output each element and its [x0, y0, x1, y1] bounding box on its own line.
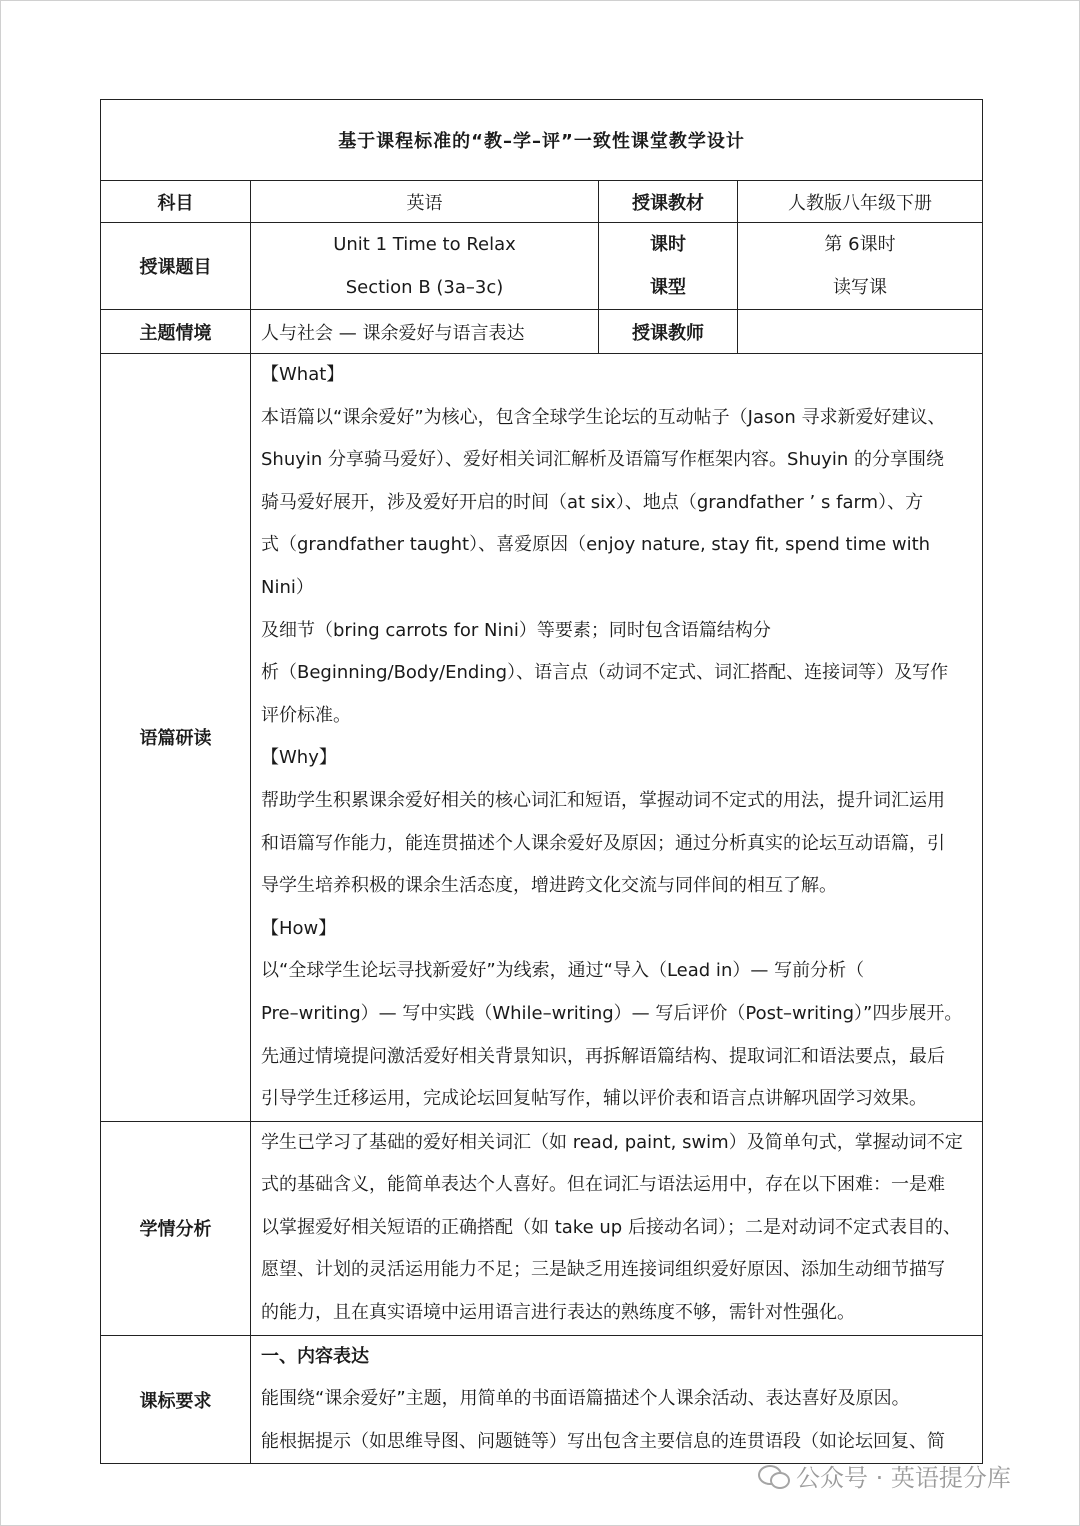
analysis-line: 式（grandfather taught）、喜爱原因（enjoy nature, stay fit, spend time with Nini） — [261, 534, 931, 598]
analysis-line: 导学生培养积极的课余生活态度，增进跨文化交流与同伴间的相互了解。 — [261, 875, 837, 897]
text-analysis-content — [251, 354, 983, 1122]
learner-line: 学生已学习了基础的爱好相关词汇（如 read, paint, swim）及简单句式，掌握动词不定 — [261, 1131, 963, 1153]
theme-label: 主题情境 — [101, 310, 251, 354]
analysis-line: 本语篇以“课余爱好”为核心，包含全球学生论坛的互动帖子（Jason 寻求新爱好建议、 — [261, 406, 946, 428]
learner-line: 以掌握爱好相关短语的正确搭配（如 take up 后接动名词）；二是对动词不定式表目的、 — [261, 1216, 961, 1238]
topic-label: 授课题目 — [101, 223, 251, 310]
learner-line: 式的基础含义，能简单表达个人喜好。但在词汇与语法运用中，存在以下困难：一是难 — [261, 1174, 945, 1196]
text-analysis-label: 语篇研读 — [101, 354, 251, 1122]
wechat-icon — [758, 1463, 788, 1489]
analysis-line: 【Why】 — [261, 747, 337, 769]
analysis-line: 以“全球学生论坛寻找新爱好”为线索，通过“导入（Lead in）— 写前分析（ — [261, 960, 865, 982]
curriculum-standards-content — [251, 1335, 983, 1464]
analysis-line: 引导学生迁移运用，完成论坛回复帖写作，辅以评价表和语言点讲解巩固学习效果。 — [261, 1088, 927, 1110]
analysis-line: 析（Beginning/Body/Ending）、语言点（动词不定式、词汇搭配、连接词等）及写作 — [261, 662, 949, 684]
analysis-line: 先通过情境提问激活爱好相关背景知识，再拆解语篇结构、提取词汇和语法要点，最后 — [261, 1045, 945, 1067]
analysis-line: Shuyin 分享骑马爱好）、爱好相关词汇解析及语篇写作框架内容。Shuyin 的分享围绕 — [261, 449, 945, 471]
type-label: 课型 — [650, 277, 686, 298]
analysis-line: 评价标准。 — [261, 704, 351, 726]
analysis-line: 【What】 — [261, 364, 345, 385]
lesson-plan-table — [100, 99, 983, 1464]
topic-line-2: Section B (3a–3c) — [345, 277, 504, 298]
textbook-label: 授课教材 — [599, 181, 738, 223]
standards-line: 能围绕“课余爱好”主题，用简单的书面语篇描述个人课余活动、表达喜好及原因。 — [261, 1388, 910, 1410]
learner-line: 愿望、计划的灵活运用能力不足；三是缺乏用连接词组织爱好原因、添加生动细节描写 — [261, 1259, 945, 1281]
learner-analysis-label: 学情分析 — [101, 1121, 251, 1335]
standards-line: 能根据提示（如思维导图、问题链等）写出包含主要信息的连贯语段（如论坛回复、简 — [261, 1430, 945, 1452]
period-type-value-cell — [738, 223, 983, 310]
document-title: 基于课程标准的“教–学–评”一致性课堂教学设计 — [101, 100, 983, 181]
type-value: 读写课 — [833, 277, 888, 298]
teacher-label: 授课教师 — [599, 310, 738, 354]
topic-cell — [251, 223, 599, 310]
standards-heading: 一、内容表达 — [261, 1345, 369, 1367]
theme-value: 人与社会 — 课余爱好与语言表达 — [251, 310, 599, 354]
subject-label: 科目 — [101, 181, 251, 223]
textbook-value: 人教版八年级下册 — [738, 181, 983, 223]
analysis-line: 帮助学生积累课余爱好相关的核心词汇和短语，掌握动词不定式的用法，提升词汇运用 — [261, 789, 945, 811]
analysis-line: 和语篇写作能力，能连贯描述个人课余爱好及原因；通过分析真实的论坛互动语篇，引 — [261, 832, 945, 854]
period-type-label-cell — [599, 223, 738, 310]
curriculum-standards-label: 课标要求 — [101, 1335, 251, 1464]
subject-value: 英语 — [251, 181, 599, 223]
learner-analysis-content — [251, 1121, 983, 1335]
analysis-line: 骑马爱好展开，涉及爱好开启的时间（at six）、地点（grandfather ’ s farm）、方 — [261, 491, 924, 513]
analysis-line: 【How】 — [261, 917, 337, 939]
watermark-text: 公众号 · 英语提分库 — [796, 1464, 1011, 1492]
period-value: 第 6课时 — [824, 234, 896, 255]
topic-line-1: Unit 1 Time to Relax — [333, 234, 516, 255]
analysis-line: 及细节（bring carrots for Nini）等要素；同时包含语篇结构分 — [261, 619, 771, 641]
learner-line: 的能力，且在真实语境中运用语言进行表达的熟练度不够，需针对性强化。 — [261, 1302, 855, 1324]
period-label: 课时 — [650, 234, 686, 255]
teacher-value — [738, 310, 983, 354]
analysis-line: Pre–writing）— 写中实践（While–writing）— 写后评价（Post–writing）”四步展开。 — [261, 1002, 963, 1024]
watermark — [758, 1458, 1011, 1493]
